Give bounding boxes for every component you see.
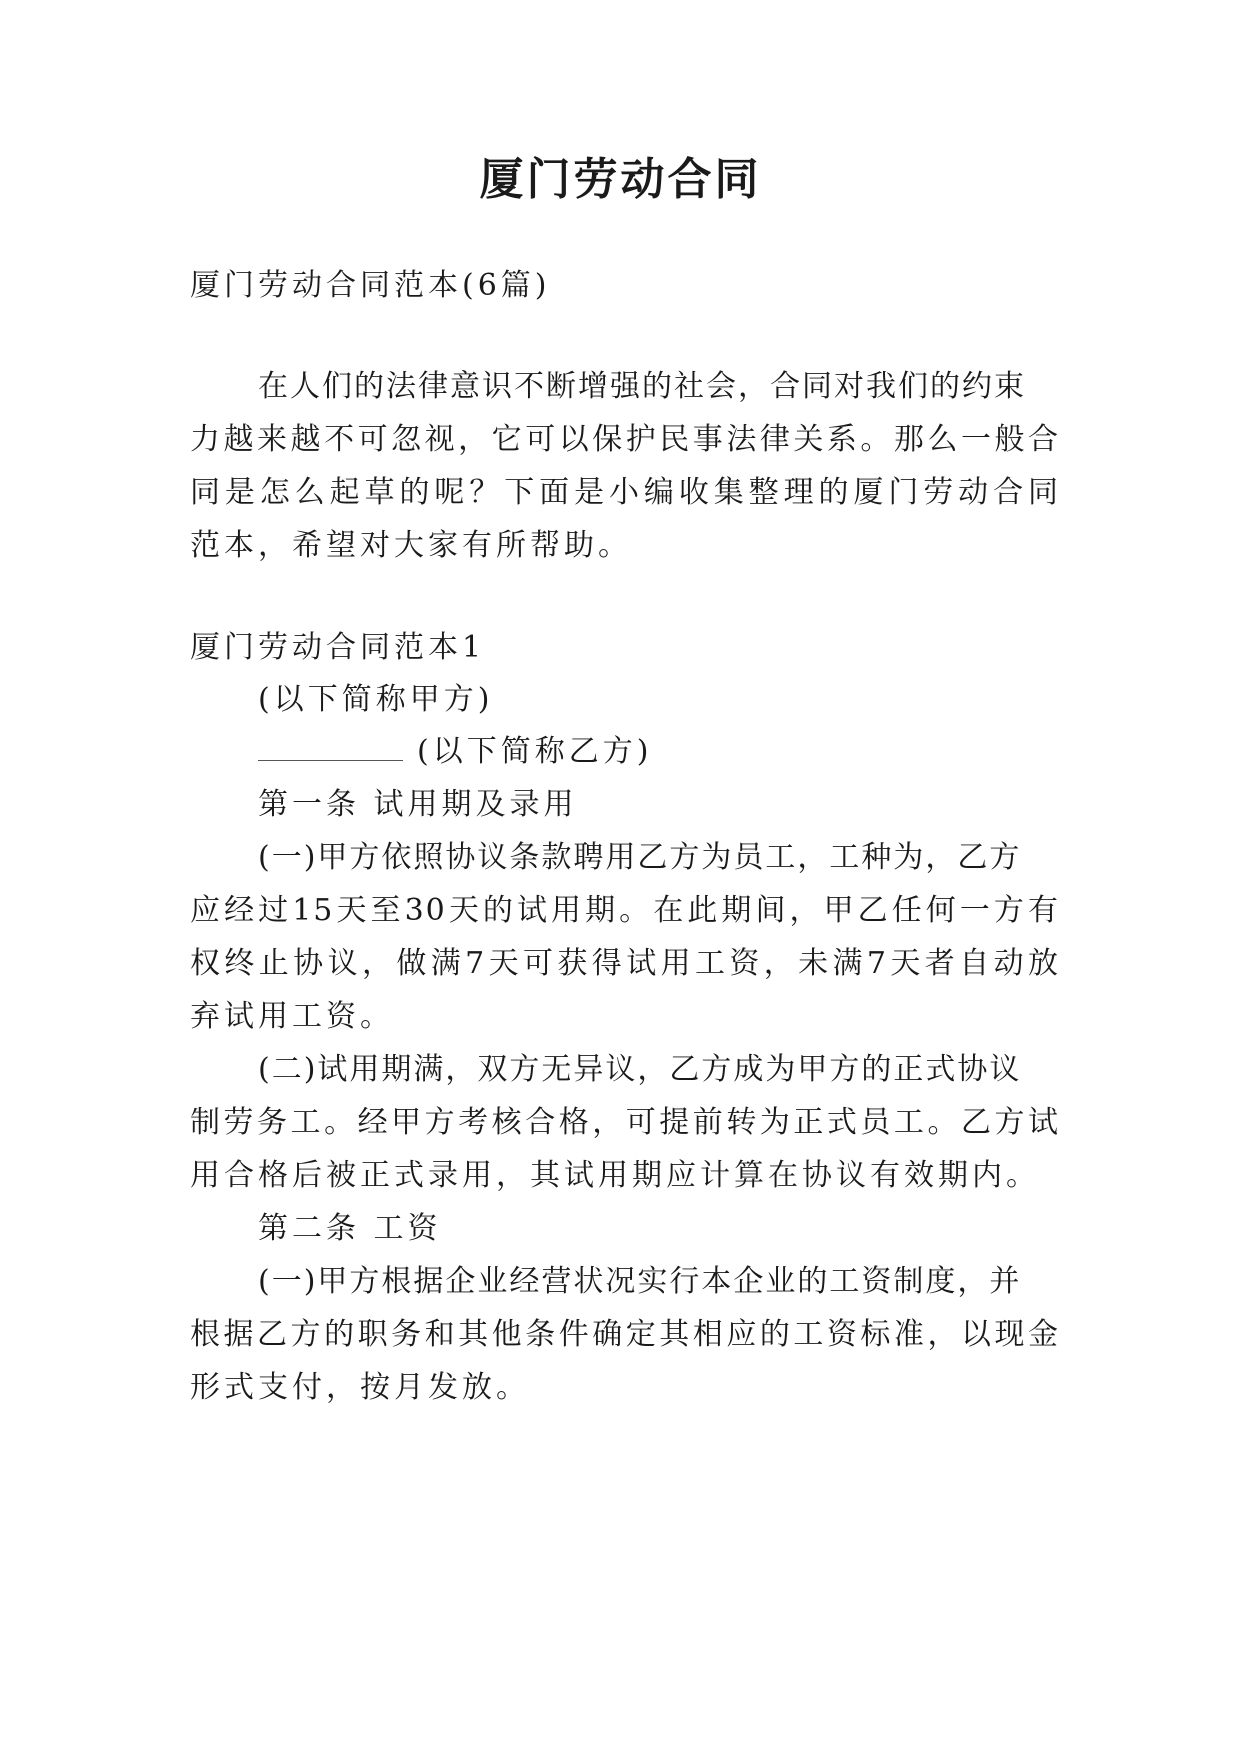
party-a-line: (以下简称甲方) bbox=[258, 682, 494, 717]
section-heading: 厦门劳动合同范本1 bbox=[190, 630, 486, 665]
article-2-p1-line-2: 根据乙方的职务和其他条件确定其相应的工资标准，以现金 bbox=[190, 1317, 1060, 1352]
document-subtitle: 厦门劳动合同范本(6篇) bbox=[190, 268, 551, 303]
article-1-p1-line-3: 权终止协议，做满7天可获得试用工资，未满7天者自动放 bbox=[190, 946, 1060, 981]
party-b-line bbox=[258, 732, 652, 772]
intro-line-2: 力越来越不可忽视，它可以保护民事法律关系。那么一般合 bbox=[190, 422, 1060, 457]
article-1-p2-line-1: (二)试用期满，双方无异议，乙方成为甲方的正式协议 bbox=[258, 1052, 1022, 1087]
article-1-p2-line-2: 制劳务工。经甲方考核合格，可提前转为正式员工。乙方试 bbox=[190, 1105, 1060, 1140]
party-b-label: (以下简称乙方) bbox=[417, 734, 653, 769]
document-title: 厦门劳动合同 bbox=[479, 154, 762, 205]
intro-line-3: 同是怎么起草的呢？下面是小编收集整理的厦门劳动合同 bbox=[190, 475, 1060, 510]
article-1-p2-line-3: 用合格后被正式录用，其试用期应计算在协议有效期内。 bbox=[190, 1158, 1040, 1193]
article-1-title: 第一条 试用期及录用 bbox=[258, 787, 578, 822]
intro-line-4: 范本，希望对大家有所帮助。 bbox=[190, 528, 632, 563]
article-2-p1-line-3: 形式支付，按月发放。 bbox=[190, 1370, 530, 1405]
article-2-p1-line-1: (一)甲方根据企业经营状况实行本企业的工资制度，并 bbox=[258, 1264, 1022, 1299]
article-1-p1-line-2: 应经过15天至30天的试用期。在此期间，甲乙任何一方有 bbox=[190, 893, 1060, 928]
article-1-p1-line-4: 弃试用工资。 bbox=[190, 999, 394, 1034]
intro-line-1: 在人们的法律意识不断增强的社会，合同对我们的约束 bbox=[258, 369, 1026, 404]
article-2-title: 第二条 工资 bbox=[258, 1211, 442, 1246]
article-1-p1-line-1: (一)甲方依照协议条款聘用乙方为员工，工种为，乙方 bbox=[258, 840, 1022, 875]
blank-fill-line bbox=[258, 736, 403, 761]
